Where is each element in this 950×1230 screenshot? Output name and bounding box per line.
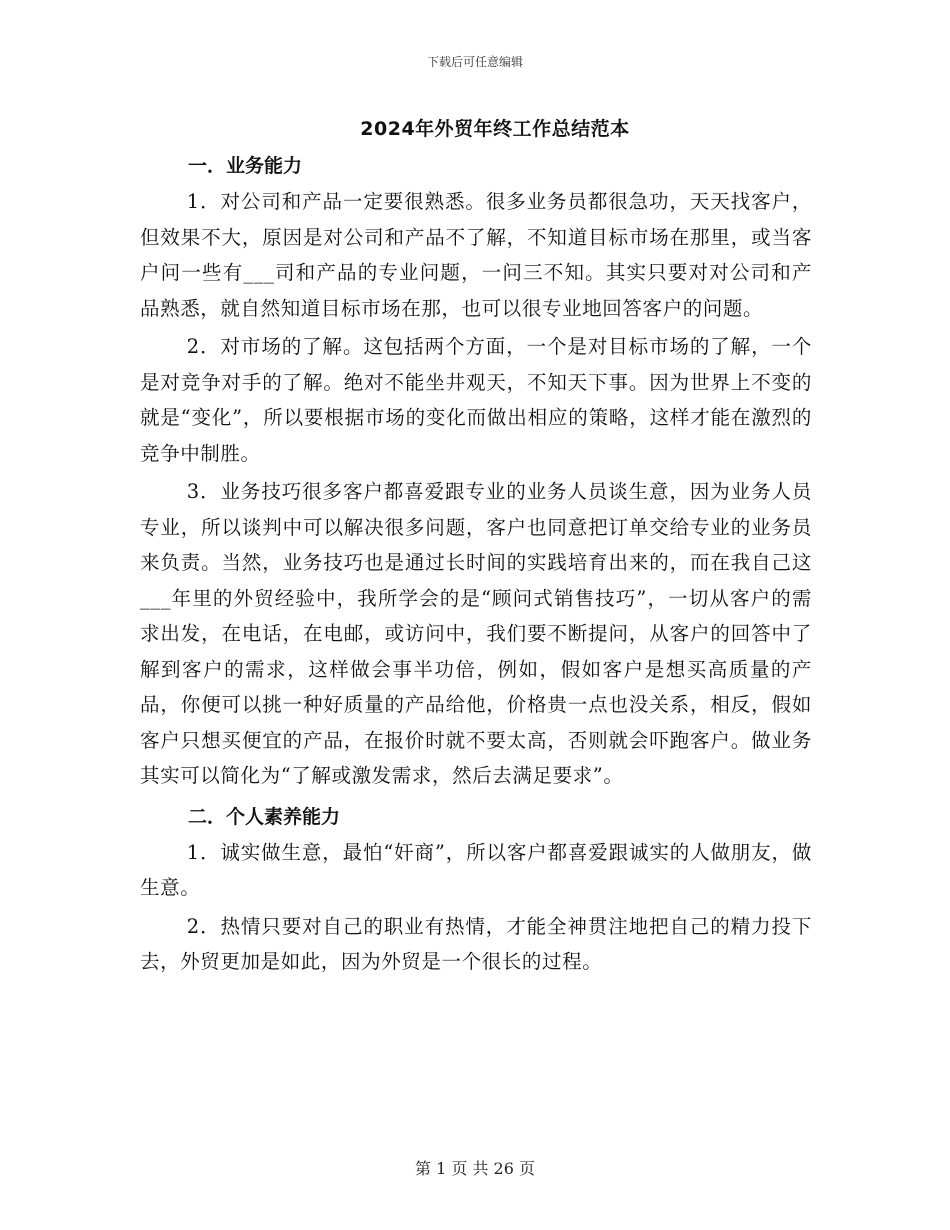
document-body: [140, 150, 812, 983]
paragraph: 1．诚实做生意，最怕“奸商”，所以客户都喜爱跟诚实的人做朋友，做生意。: [140, 840, 812, 899]
section-personal-quality: [140, 801, 812, 980]
paragraph: 2．对市场的了解。这包括两个方面，一个是对目标市场的了解，一个是对竞争对手的了解。绝对不能坐井观天，不知天下事。因为世界上不变的就是“变化”，所以要根据市场的变化而做出相应的策略，这样才能在激烈的竞争中制胜。: [140, 335, 812, 465]
section-heading: 一．业务能力: [188, 155, 303, 177]
paragraph: 3．业务技巧很多客户都喜爱跟专业的业务人员谈生意，因为业务人员专业，所以谈判中可以解决很多问题，客户也同意把订单交给专业的业务员来负责。当然，业务技巧也是通过长时间的实践培育出来的，而在我自己这___年里的外贸经验中，我所学会的是“顾问式销售技巧”，一切从客户的需求出发，在电话，在电邮，或访问中，我们要不断提问，从客户的回答中了解到客户的需求，这样做会事半功倍，例如，假如客户是想买高质量的产品，你便可以挑一种好质量的产品给他，价格贵一点也没关系，相反，假如客户只想买便宜的产品，在报价时就不要太高，否则就会吓跑客户。做业务其实可以简化为“了解或激发需求，然后去满足要求”。: [140, 480, 812, 787]
paragraph: 2．热情只要对自己的职业有热情，才能全神贯注地把自己的精力投下去，外贸更加是如此，因为外贸是一个很长的过程。: [140, 914, 812, 973]
document-title: 2024年外贸年终工作总结范本: [360, 118, 630, 140]
page-number-footer: 第 1 页 共 26 页: [415, 1159, 535, 1178]
section-business-ability: [140, 150, 812, 794]
header-note: 下载后可任意编辑: [426, 55, 523, 69]
paragraph: 1．对公司和产品一定要很熟悉。很多业务员都很急功，天天找客户，但效果不大，原因是对公司和产品不了解，不知道目标市场在那里，或当客户问一些有___司和产品的专业问题，一问三不知。其实只要对对公司和产品熟悉，就自然知道目标市场在那，也可以很专业地回答客户的问题。: [140, 190, 812, 320]
section-heading: 二．个人素养能力: [188, 805, 341, 828]
